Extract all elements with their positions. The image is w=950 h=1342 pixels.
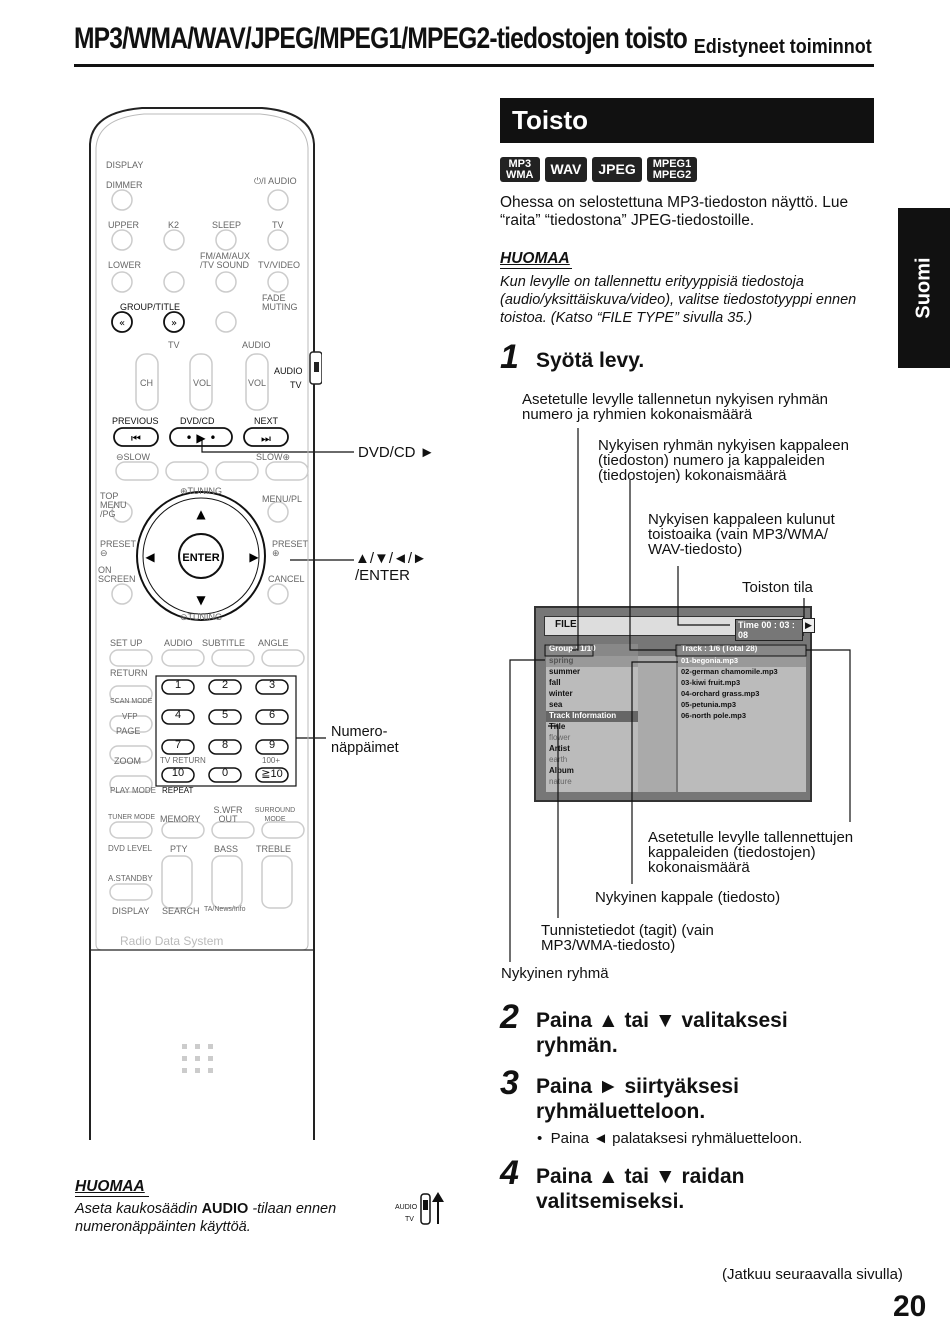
callout-elapsed: Nykyisen kappaleen kulunut toistoaika (vain MP3/WMA/ WAV-tiedosto) [648, 511, 835, 558]
key-0[interactable]: 0 [221, 767, 229, 779]
callout-number-keys: Numero- näppäimet [331, 724, 399, 756]
highlight-group-count [545, 645, 593, 656]
highlight-track-count [676, 645, 806, 656]
osd-tag-label: Album [549, 766, 574, 775]
label-lower: LOWER [108, 260, 142, 270]
label-dvd-level: DVD LEVEL [108, 844, 153, 853]
svg-text:▼: ▼ [196, 593, 206, 607]
label-dimmer: DIMMER [106, 180, 143, 190]
svg-text:• ▶ •: • ▶ • [185, 431, 217, 445]
osd-group-item: sea [549, 700, 563, 709]
step-3-number: 3 [500, 1064, 519, 1102]
svg-text:ENTER: ENTER [182, 552, 220, 564]
osd-track-info-label: Track Information [546, 711, 638, 722]
osd-track-item: 05-petunia.mp3 [681, 700, 737, 709]
key-9[interactable]: 9 [268, 739, 276, 751]
svg-text:◀: ◀ [145, 550, 155, 564]
badge-jpeg: JPEG [592, 157, 641, 182]
switch-label-tv: TV [405, 1216, 414, 1223]
key-10[interactable]: 10 [171, 767, 185, 779]
label-tuner-mode: TUNER MODE [108, 814, 156, 821]
step-4-text: Paina ▲ tai ▼ raidan valitsemiseksi. [536, 1165, 745, 1213]
badge-mp3-wma: MP3 WMA [500, 157, 540, 182]
callout-disc-tracks: Asetetulle levylle tallennettujen kappaleiden (tiedostojen) kokonaismäärä [648, 829, 854, 876]
line-tags [548, 726, 558, 918]
label-tuning-plus: ⊕TUNING [180, 486, 223, 496]
label-ch: CH [140, 378, 153, 388]
label-audio2: AUDIO [242, 340, 271, 350]
step-1-text: Syötä levy. [536, 349, 645, 372]
bottom-note-text: Aseta kaukosäädin AUDIO -tilaan ennen numeronäppäinten käyttöä. [75, 1201, 337, 1235]
key-7[interactable]: 7 [174, 739, 182, 751]
bottom-note-underline [75, 1196, 149, 1197]
language-label: Suomi [912, 257, 935, 319]
label-scan-mode: SCAN MODE [110, 698, 153, 705]
section-heading: Toisto [500, 98, 874, 143]
osd-track-item: 02-german chamomile.mp3 [681, 667, 778, 676]
step-1-number: 1 [500, 338, 519, 376]
label-memory: MEMORY [160, 814, 201, 824]
step-3-bullet: • Paina ◄ palataksesi ryhmäluetteloon. [537, 1130, 803, 1147]
svg-text:«: « [118, 318, 126, 329]
label-ta-news: TA/News/Info [204, 906, 246, 913]
callout-arrows-enter: ▲/▼/◄/► /ENTER [355, 550, 427, 584]
key-plus10[interactable]: ≧10 [261, 768, 283, 780]
osd-tag-value: earth [549, 755, 568, 764]
osd-tag-value: flower [549, 733, 571, 742]
label-tv: TV [272, 220, 284, 230]
label-cancel: CANCEL [268, 574, 305, 584]
remote-control [82, 104, 322, 1144]
svg-text:⏭: ⏭ [261, 432, 271, 445]
key-5[interactable]: 5 [221, 709, 229, 721]
label-tuning-minus: ⊖TUNING [180, 612, 223, 622]
step-2-number: 2 [500, 998, 519, 1036]
label-return: RETURN [110, 668, 148, 678]
step-4-number: 4 [500, 1154, 519, 1192]
page-title: MP3/WMA/WAV/JPEG/MPEG1/MPEG2-tiedostojen toisto [74, 22, 687, 55]
step-2-text: Paina ▲ tai ▼ valitaksesi ryhmän. [536, 1009, 788, 1057]
osd-track-item: 01-begonia.mp3 [678, 656, 806, 667]
label-upper: UPPER [108, 220, 140, 230]
label-fm-am: FM/AM/AUX /TV SOUND [200, 251, 251, 270]
osd-group-item: fall [549, 678, 561, 687]
key-1[interactable]: 1 [174, 679, 182, 691]
osd-tag-label: Artist [549, 744, 570, 753]
key-6[interactable]: 6 [268, 709, 276, 721]
osd-group-item: winter [549, 689, 573, 698]
svg-text:▶: ▶ [249, 550, 259, 564]
line-track-total [630, 480, 676, 650]
label-vol: VOL [193, 378, 212, 388]
label-tv-video: TV/VIDEO [258, 260, 301, 270]
audio-switch-icon [418, 1190, 446, 1230]
osd-time: Time 00 : 03 : 08 [735, 619, 803, 641]
osd-group-item: summer [549, 667, 581, 676]
label-audio3: AUDIO [164, 638, 193, 648]
callout-dvd-cd: DVD/CD ► [358, 444, 435, 461]
key-4[interactable]: 4 [174, 709, 182, 721]
key-8[interactable]: 8 [221, 739, 229, 751]
label-repeat: REPEAT [162, 786, 194, 795]
intro-text: Ohessa on selostettuna MP3-tiedoston näyttö. Lue “raita” “tiedostona” JPEG-tiedostoille. [500, 194, 849, 229]
step-3-text: Paina ► siirtyäksesi ryhmäluetteloon. [536, 1075, 739, 1123]
line-current-track [632, 662, 678, 884]
switch-label-audio: AUDIO [395, 1204, 418, 1211]
label-next: NEXT [254, 416, 279, 426]
page-number: 20 [893, 1290, 927, 1323]
osd-track-header: Track : 1/6 (Total 28) [678, 644, 806, 656]
svg-text:»: » [170, 318, 178, 329]
callout-current-track: Nykyinen kappale (tiedosto) [595, 889, 781, 906]
play-state-icon: ▶ [802, 618, 815, 633]
label-page: PAGE [116, 726, 141, 736]
note-label: HUOMAA [500, 250, 570, 267]
label-switch-audio: AUDIO [274, 366, 303, 376]
label-zoom: ZOOM [114, 756, 141, 766]
label-group-title: GROUP/TITLE [120, 302, 181, 312]
label-swfr-out: S.WFR OUT [213, 805, 243, 824]
line-group-total [572, 428, 578, 650]
key-3[interactable]: 3 [268, 679, 276, 691]
section-subtitle: Edistyneet toiminnot [693, 36, 872, 58]
label-vfp: VFP [122, 712, 138, 721]
label-display2: DISPLAY [112, 906, 150, 916]
osd-group-item: spring [546, 656, 638, 667]
badge-wav: WAV [545, 157, 588, 182]
label-previous: PREVIOUS [112, 416, 159, 426]
label-surround: SURROUND MODE [254, 807, 296, 823]
note-text: Kun levylle on tallennettu erityyppisiä tiedostoja (audio/yksittäiskuva/video), valitse tiedostotyyppi ennen toistoa. (Katso “FILE TYPE” sivulla 35.) [500, 274, 857, 326]
label-top-menu: TOP MENU /PG [100, 491, 127, 519]
line-disc-tracks [806, 650, 850, 822]
label-set-up: SET UP [110, 638, 143, 648]
label-audio-power: ⏻/I AUDIO [254, 176, 297, 186]
label-search: SEARCH [162, 906, 200, 916]
label-switch-tv: TV [290, 380, 302, 390]
label-tv2: TV [168, 340, 180, 350]
label-display: DISPLAY [106, 160, 144, 170]
label-hundred: 100+ [262, 756, 281, 765]
label-bass: BASS [214, 844, 239, 854]
osd-group-header: Group : 1/10 [546, 644, 638, 656]
osd-tag-label: Title [549, 722, 566, 731]
continue-note: (Jatkuu seuraavalla sivulla) [722, 1266, 903, 1283]
callout-current-group: Nykyinen ryhmä [501, 965, 609, 982]
line-current-group [510, 660, 545, 962]
callout-play-state: Toiston tila [742, 579, 813, 596]
badge-mpeg: MPEG1 MPEG2 [647, 157, 698, 182]
label-menu-pl: MENU/PL [262, 494, 303, 504]
osd-file-label: FILE [555, 619, 577, 630]
label-treble: TREBLE [256, 844, 292, 854]
osd-track-item: 03-kiwi fruit.mp3 [681, 678, 741, 687]
osd-track-item: 04-orchard grass.mp3 [681, 689, 760, 698]
label-k2: K2 [168, 220, 180, 230]
label-slow-plus: SLOW⊕ [256, 452, 291, 462]
key-2[interactable]: 2 [221, 679, 229, 691]
callout-tags: Tunnistetiedot (tagit) (vain MP3/WMA-tiedosto) [541, 922, 714, 954]
svg-text:▲: ▲ [196, 507, 206, 521]
label-dvd-cd: DVD/CD [180, 416, 215, 426]
bottom-note-label: HUOMAA [75, 1178, 145, 1195]
label-sleep: SLEEP [212, 220, 242, 230]
label-pty: PTY [170, 844, 188, 854]
label-vol2: VOL [248, 378, 267, 388]
label-subtitle: SUBTITLE [202, 638, 246, 648]
osd-tag-value: nature [549, 777, 572, 786]
label-tv-return: TV RETURN [160, 756, 206, 765]
label-preset-plus: PRESET ⊕ [272, 539, 308, 558]
label-play-mode: PLAY MODE [110, 786, 156, 795]
callout-group-total: Asetetulle levylle tallennetun nykyisen ryhmän numero ja ryhmien kokonaismäärä [522, 391, 828, 423]
label-angle: ANGLE [258, 638, 289, 648]
label-rds: Radio Data System [120, 934, 224, 948]
label-a-standby: A.STANDBY [108, 874, 153, 883]
callout-track-total: Nykyisen ryhmän nykyisen kappaleen (tiedoston) numero ja kappaleiden (tiedostojen) kokonaismäärä [598, 437, 849, 484]
line-elapsed [678, 566, 730, 625]
label-preset-minus: PRESET ⊖ [100, 539, 136, 558]
svg-text:⏮: ⏮ [131, 432, 141, 445]
label-slow-minus: ⊖SLOW [116, 452, 151, 462]
label-fade-muting: FADE MUTING [262, 293, 298, 312]
label-on-screen: ON SCREEN [98, 565, 136, 584]
osd-track-item: 06-north pole.mp3 [681, 711, 747, 720]
